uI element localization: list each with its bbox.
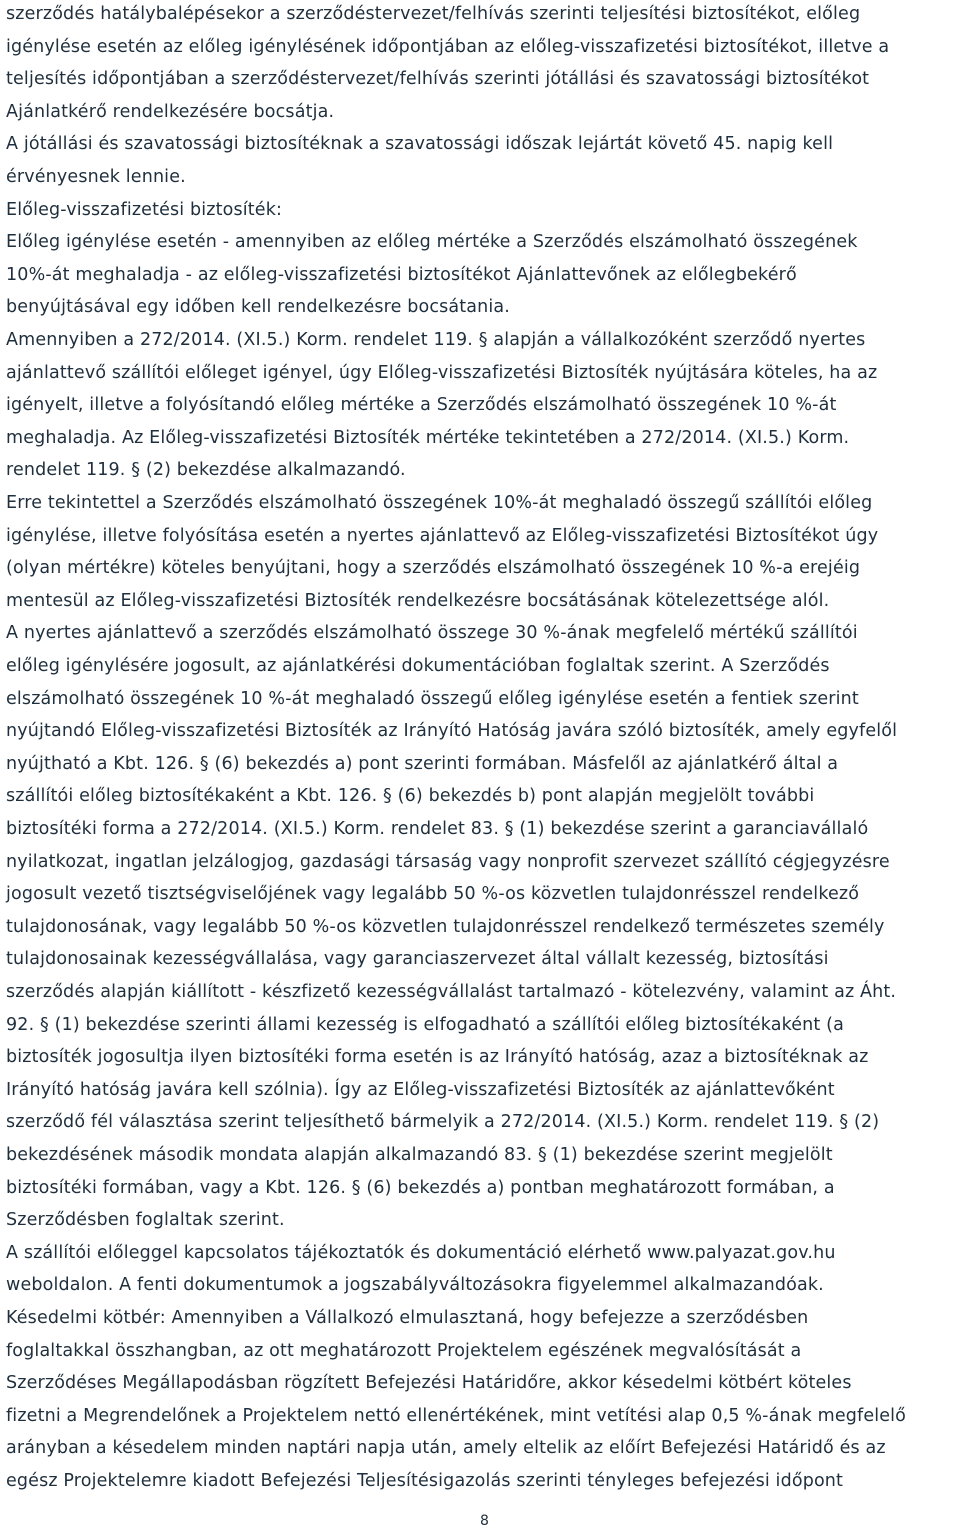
text-line: biztosítéki formában, vagy a Kbt. 126. § (6) bekezdés a) pontban meghatározott formában, a [6,1177,835,1198]
text-line: arányban a késedelem minden naptári napja után, amely eltelik az előírt Befejezési Határidő és az [6,1438,886,1459]
text-line: tulajdonosának, vagy legalább 50 %-os közvetlen tulajdonrésszel rendelkező természetes személy [6,916,885,937]
text-line: szállítói előleg biztosítékaként a Kbt. 126. § (6) bekezdés b) pont alapján megjelölt további [6,786,815,807]
text-line: előleg igénylésére jogosult, az ajánlatkérési dokumentációban foglaltak szerint. A Szerződés [6,656,830,676]
text-line: igénylése, illetve folyósítása esetén a nyertes ajánlattevő az Előleg-visszafizetési Biztosítékot úgy [6,525,879,546]
text-line: 92. § (1) bekezdése szerinti állami kezesség is elfogadható a szállítói előleg biztosítékaként (a [6,1014,844,1035]
text-line: (olyan mértékre) köteles benyújtani, hogy a szerződés elszámolható összegének 10 %-a erejéig [6,558,861,579]
text-line: érvényesnek lennie. [6,167,186,187]
text-line: Előleg igénylése esetén - amennyiben az előleg mértéke a Szerződés elszámolható összegének [6,232,858,253]
text-line: 10%-át meghaladja - az előleg-visszafizetési biztosítékot Ajánlattevőnek az előlegbekérő [6,264,797,285]
text-line: igénylése esetén az előleg igénylésének időpontjában az előleg-visszafizetési biztosítékot, illetve a [6,36,890,57]
text-line: biztosítéki forma a 272/2014. (XI.5.) Korm. rendelet 83. § (1) bekezdése szerint a garanciavállaló [6,819,869,839]
text-line: teljesítés időpontjában a szerződéstervezet/felhívás szerinti jótállási és szavatossági biztosítékot [6,69,870,90]
text-line: egész Projektelemre kiadott Befejezési Teljesítésigazolás szerinti tényleges befejezési időpont [6,1471,844,1491]
text-line: rendelet 119. § (2) bekezdése alkalmazandó. [6,460,406,481]
text-line: weboldalon. A fenti dokumentumok a jogszabályváltozásokra figyelemmel alkalmazandóak. [6,1275,824,1296]
text-line: A szállítói előleggel kapcsolatos tájékoztatók és dokumentáció elérhető www.palyazat.gov.hu [6,1242,836,1263]
text-line: igényelt, illetve a folyósítandó előleg mértéke a Szerződés elszámolható összegének 10 %-át [6,395,837,416]
text-line: Irányító hatóság javára kell szólnia). Így az Előleg-visszafizetési Biztosíték az ajánlattevőként [6,1079,835,1100]
text-line: elszámolható összegének 10 %-át meghaladó összegű előleg igénylése esetén a fentiek szerint [6,688,859,709]
text-line: fizetni a Megrendelőnek a Projektelem nettó ellenértékének, mint vetítési alap 0,5 %-ának megfelelő [6,1405,907,1426]
text-line: szerződés alapján kiállított - készfizető kezességvállalást tartalmazó - kötelezvény, valamint az Áht. [6,982,897,1002]
text-line: biztosíték jogosultja ilyen biztosítéki forma esetén is az Irányító hatóság, azaz a biztosítéknak az [6,1047,869,1068]
page-number: 8 [480,1513,490,1529]
document-page [6,0,956,1531]
text-line: meghaladja. Az Előleg-visszafizetési Biztosíték mértéke tekintetében a 272/2014. (XI.5.) Korm. [6,427,850,448]
text-line: szerződés hatálybalépésekor a szerződéstervezet/felhívás szerinti teljesítési biztosítékot, előleg [6,4,861,24]
text-line: foglaltakkal összhangban, az ott meghatározott Projektelem egészének megvalósítását a [6,1340,802,1361]
text-line: nyilatkozat, ingatlan jelzálogjog, gazdasági társaság vagy nonprofit szervezet szállító cégjegyzésre [6,851,890,872]
text-line: tulajdonosainak kezességvállalása, vagy garanciaszervezet által vállalt kezesség, biztosítási [6,949,829,970]
text-line: Szerződésben foglaltak szerint. [6,1210,285,1231]
text-line: jogosult vezető tisztségviselőjének vagy legalább 50 %-os közvetlen tulajdonrésszel rendelkező [6,884,860,905]
text-line: benyújtásával egy időben kell rendelkezésre bocsátania. [6,297,511,318]
text-line: mentesül az Előleg-visszafizetési Biztosíték rendelkezésre bocsátásának kötelezettsége alól. [6,590,830,611]
text-line: Előleg-visszafizetési biztosíték: [6,199,283,220]
text-line: A jótállási és szavatossági biztosítéknak a szavatossági időszak lejártát követő 45. napig kell [6,134,834,155]
text-line: szerződő fél választása szerint teljesíthető bármelyik a 272/2014. (XI.5.) Korm. rendelet 119. § (2) [6,1112,880,1133]
text-line: ajánlattevő szállítói előleget igényel, úgy Előleg-visszafizetési Biztosíték nyújtására köteles, ha az [6,362,878,383]
text-line: A nyertes ajánlattevő a szerződés elszámolható összege 30 %-ának megfelelő mértékű szállítói [6,623,858,644]
text-line: Szerződéses Megállapodásban rögzített Befejezési Határidőre, akkor késedelmi kötbért köteles [6,1373,852,1394]
text-line: nyújtható a Kbt. 126. § (6) bekezdés a) pont szerinti formában. Másfelől az ajánlatkérő által a [6,753,839,774]
text-line: Ajánlatkérő rendelkezésére bocsátja. [6,101,335,122]
text-line: Erre tekintettel a Szerződés elszámolható összegének 10%-át meghaladó összegű szállítói előleg [6,493,873,513]
text-line: bekezdésének második mondata alapján alkalmazandó 83. § (1) bekezdése szerint megjelölt [6,1145,833,1165]
text-line: Amennyiben a 272/2014. (XI.5.) Korm. rendelet 119. § alapján a vállalkozóként szerződő nyertes [6,330,866,350]
text-line: nyújtandó Előleg-visszafizetési Biztosíték az Irányító Hatóság javára szóló biztosíték, amely egyfelől [6,721,898,742]
text-line: Késedelmi kötbér: Amennyiben a Vállalkozó elmulasztaná, hogy befejezze a szerződésben [6,1308,809,1328]
